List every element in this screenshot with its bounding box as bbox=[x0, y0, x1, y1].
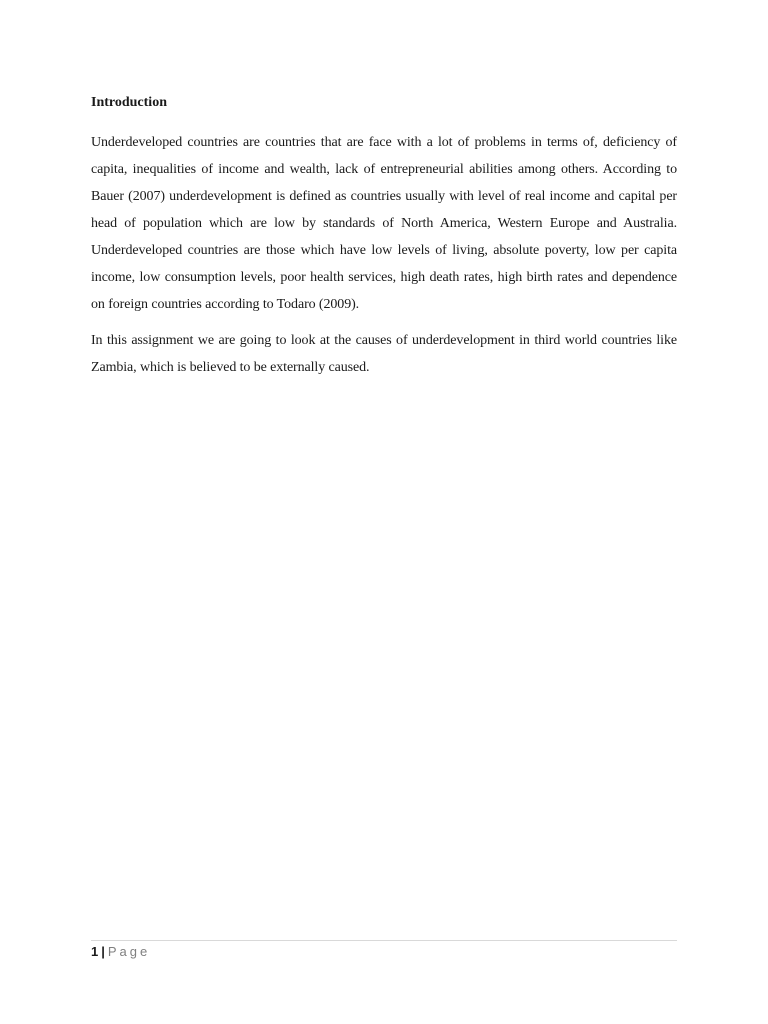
intro-paragraph: Underdeveloped countries are countries that are face with a lot of problems in terms of, deficiency of capita, inequalities of income and wealth, lack of entrepreneurial abilities among others. According to Bauer (2007) underdevelopment is defined as countries usually with level of real income and capital per head of population which are low by standards of North America, Western Europe and Australia. Underdeveloped countries are those which have low levels of living, absolute poverty, low per capita income, low consumption levels, poor health services, high death rates, high birth rates and dependence on foreign countries according to Todaro (2009). bbox=[91, 135, 677, 312]
page-label: Page bbox=[107, 944, 151, 959]
section-heading: Introduction bbox=[91, 95, 167, 110]
document-body bbox=[91, 93, 677, 390]
footer-separator: | bbox=[101, 944, 105, 959]
assignment-paragraph: In this assignment we are going to look at the causes of underdevelopment in third world countries like Zambia, which is believed to be externally caused. bbox=[91, 333, 677, 375]
page-number: 1 bbox=[91, 944, 99, 959]
page-footer bbox=[91, 940, 677, 961]
